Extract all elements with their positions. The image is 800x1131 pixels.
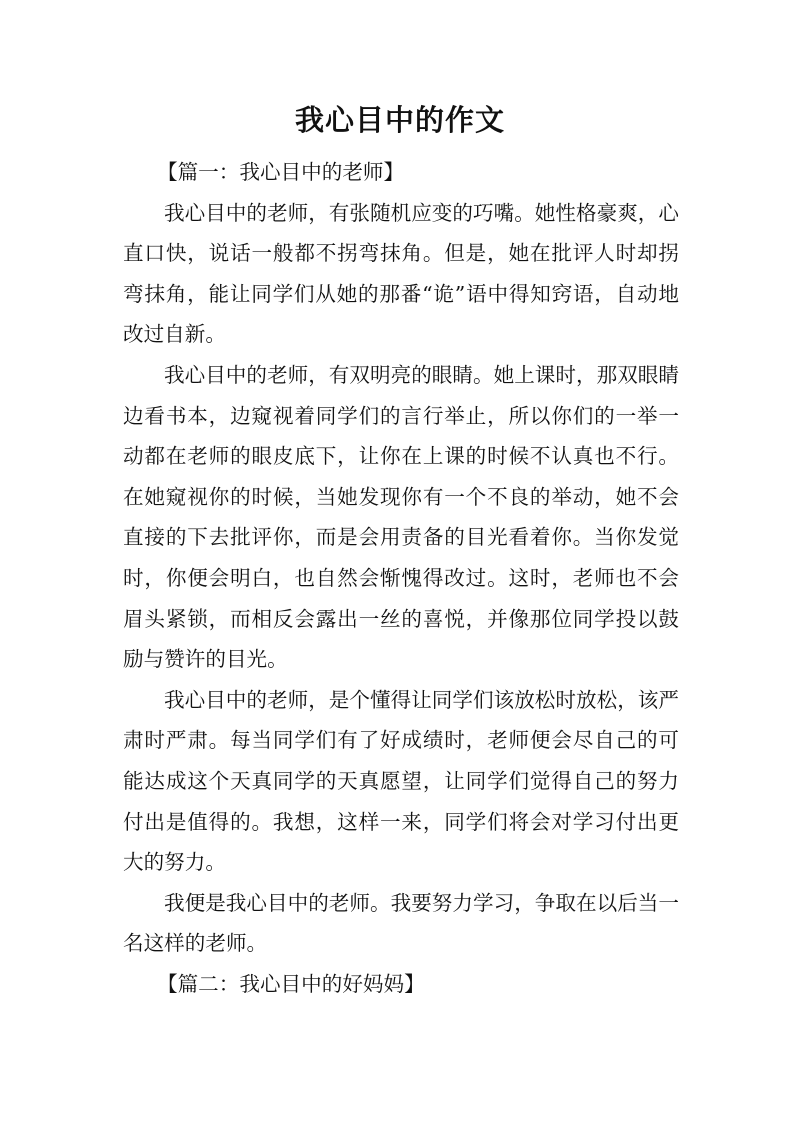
document-body xyxy=(123,152,679,1004)
document-title: 我心目中的作文 xyxy=(294,103,505,137)
section-heading-2: 【篇二：我心目中的好妈妈】 xyxy=(157,971,425,996)
paragraph-3: 我心目中的老师，是个懂得让同学们该放松时放松，该严肃时严肃。每当同学们有了好成绩时，老师便会尽自己的可能达成这个天真同学的天真愿望，让同学们觉得自己的努力付出是值得的。我想，这样一来，同学们将会对学习付出更大的努力。 xyxy=(123,687,679,875)
paragraph-2: 我心目中的老师，有双明亮的眼睛。她上课时，那双眼睛边看书本，边窥视着同学们的言行举止，所以你们的一举一动都在老师的眼皮底下，让你在上课的时候不认真也不行。在她窥视你的时候，当她发现你有一个不良的举动，她不会直接的下去批评你，而是会用责备的目光看着你。当你发觉时，你便会明白，也自然会惭愧得改过。这时，老师也不会眉头紧锁，而相反会露出一丝的喜悦，并像那位同学投以鼓励与赞许的目光。 xyxy=(123,362,679,672)
paragraph-1: 我心目中的老师，有张随机应变的巧嘴。她性格豪爽，心直口快，说话一般都不拐弯抹角。但是，她在批评人时却拐弯抹角，能让同学们从她的那番“诡”语中得知窍语，自动地改过自新。 xyxy=(123,200,679,347)
paragraph-4: 我便是我心目中的老师。我要努力学习，争取在以后当一名这样的老师。 xyxy=(123,890,679,956)
section-heading-1: 【篇一：我心目中的老师】 xyxy=(157,160,405,184)
